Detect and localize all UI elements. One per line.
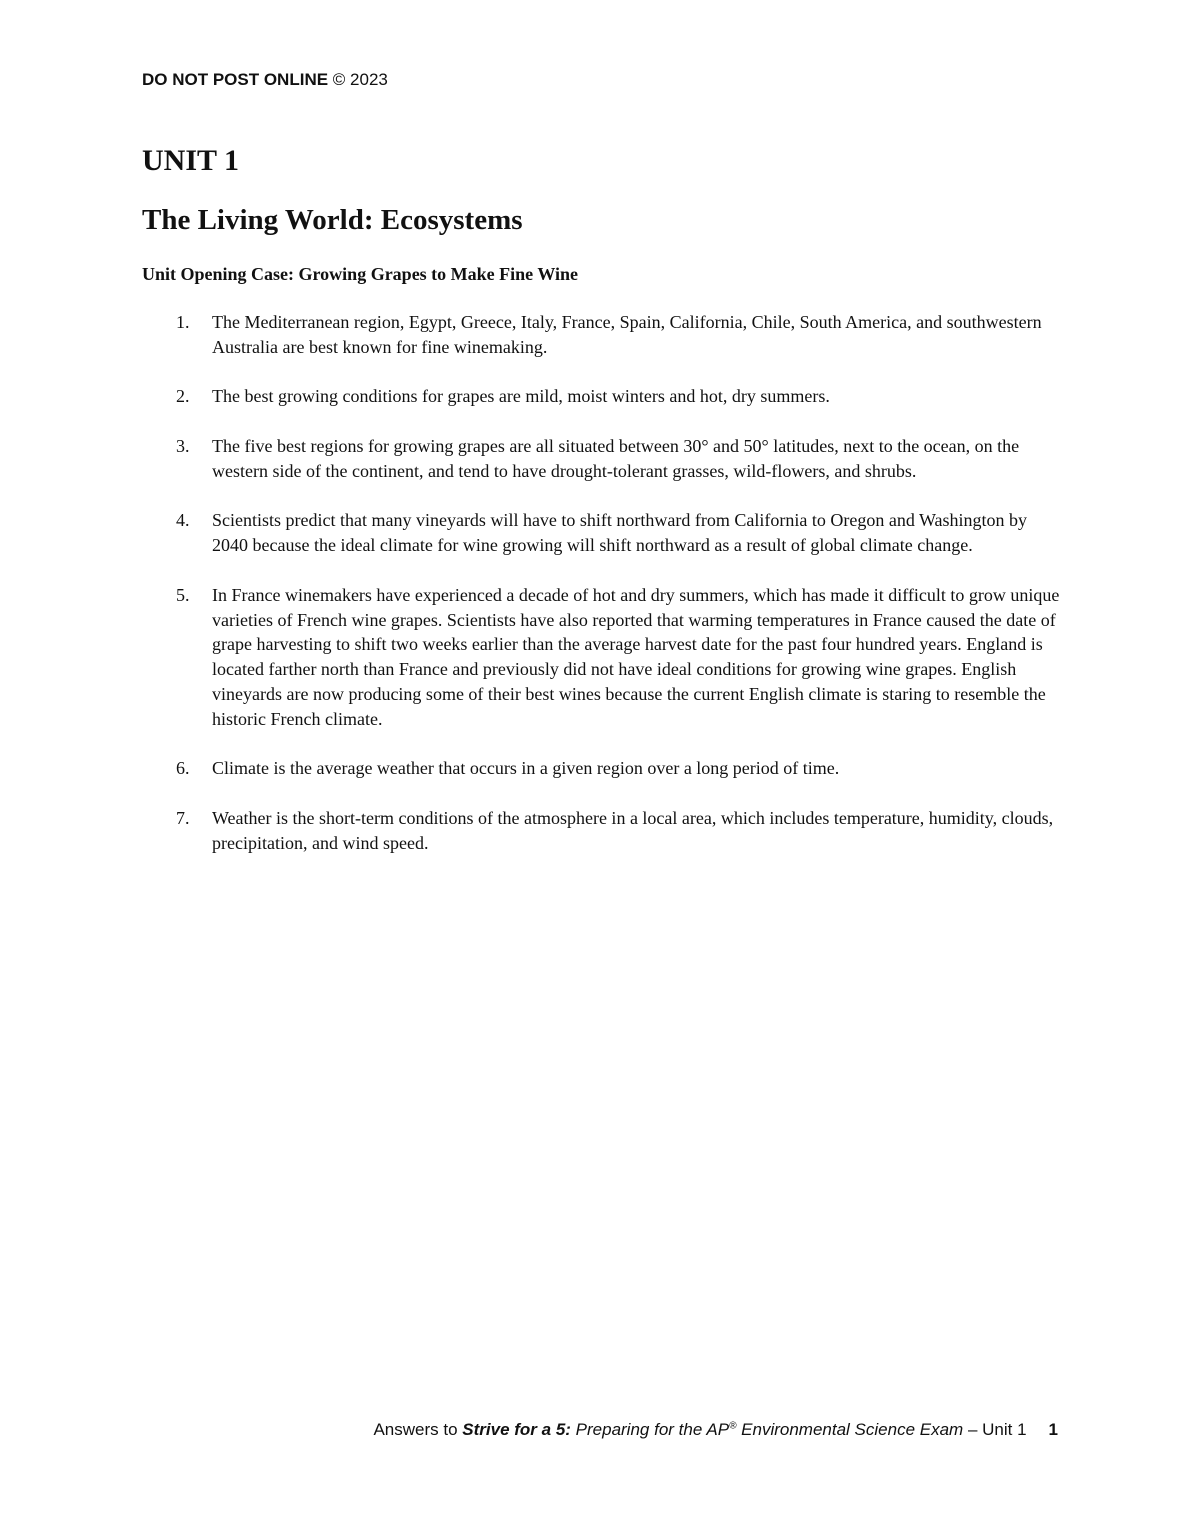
copyright-notice [142, 70, 388, 90]
answer-text: Weather is the short-term conditions of the atmosphere in a local area, which includes temperature, humidity, clouds, precipitation, and wind speed. [212, 807, 1054, 853]
section-heading: Unit Opening Case: Growing Grapes to Make Fine Wine [142, 264, 579, 284]
registered-mark: ® [729, 1420, 737, 1432]
answer-item [142, 508, 1062, 558]
answer-number: 3. [176, 435, 190, 456]
unit-title: The Living World: Ecosystems [142, 204, 523, 236]
footer-unit: – Unit 1 [963, 1420, 1027, 1439]
footer-prefix: Answers to [373, 1420, 463, 1439]
unit-number: UNIT 1 [142, 144, 239, 177]
footer-book-title: Strive for a 5: [462, 1420, 571, 1439]
answer-number: 1. [176, 312, 190, 332]
answer-item [142, 384, 1062, 409]
answer-number: 7. [176, 807, 190, 828]
answer-item [142, 434, 1062, 484]
answer-item [142, 310, 1062, 360]
answer-number: 6. [176, 758, 190, 779]
answer-list [142, 310, 1062, 880]
answer-text: Climate is the average weather that occurs in a given region over a long period of time. [212, 758, 840, 779]
answer-item [142, 583, 1062, 732]
answer-number: 2. [176, 386, 190, 407]
footer-subtitle-a: Preparing for the AP [570, 1420, 730, 1439]
answer-text: The five best regions for growing grapes are all situated between 30° and 50° latitudes, next to the ocean, on the western side of the continent, and tend to have drought-tolerant grasses, wild-flowers, and shrubs. [212, 435, 1020, 481]
answer-text: Scientists predict that many vineyards will have to shift northward from California to Oregon and Washington by 2040 because the ideal climate for wine growing will shift northward as a result of global climate change. [212, 510, 1028, 556]
answer-text: The Mediterranean region, Egypt, Greece, Italy, France, Spain, California, Chile, South America, and southwestern Australia are best known for fine winemaking. [212, 312, 1042, 357]
do-not-post-label: DO NOT POST ONLINE [142, 70, 329, 89]
answer-number: 4. [176, 510, 190, 531]
copyright-year: © 2023 [332, 70, 388, 89]
answer-number: 5. [176, 584, 190, 605]
answer-text: In France winemakers have experienced a decade of hot and dry summers, which has made it difficult to grow unique varieties of French wine grapes. Scientists have also reported that warming temperatures in France caused the date of grape harvesting to shift two weeks earlier than the average harvest date for the past four hundred years. England is located farther north than France and previously did not have ideal conditions for growing wine grapes. English vineyards are now producing some of their best wines because the current English climate is staring to resemble the historic French climate. [212, 584, 1060, 729]
page-footer [373, 1420, 1058, 1440]
footer-subtitle-b: Environmental Science Exam [736, 1420, 964, 1439]
answer-text: The best growing conditions for grapes are mild, moist winters and hot, dry summers. [212, 386, 830, 407]
answer-item [142, 756, 1062, 781]
answer-item [142, 806, 1062, 856]
page-number: 1 [1048, 1420, 1058, 1439]
